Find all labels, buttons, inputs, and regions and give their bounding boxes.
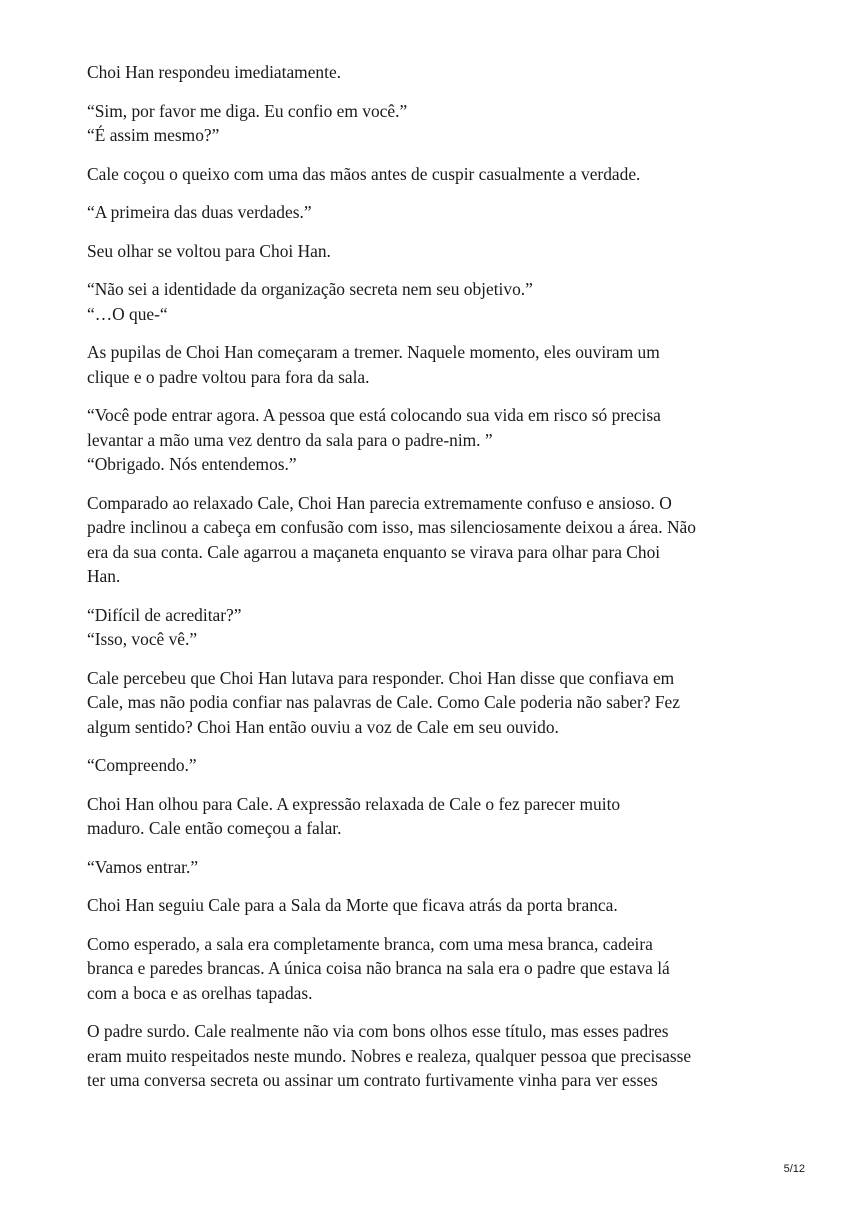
text-line: Choi Han seguiu Cale para a Sala da Morte que ficava atrás da porta branca. [87, 895, 618, 915]
text-line: com a boca e as orelhas tapadas. [87, 982, 313, 1003]
text-line: padre inclinou a cabeça em confusão com isso, mas silenciosamente deixou a área. Não [87, 517, 696, 537]
paragraph-10 [87, 603, 787, 652]
text-line: branca e paredes brancas. A única coisa não branca na sala era o padre que estava lá [87, 958, 670, 978]
paragraph-11 [87, 666, 787, 740]
text-line: “Sim, por favor me diga. Eu confio em você.” [87, 100, 408, 121]
paragraph-1 [87, 60, 787, 85]
text-line: era da sua conta. Cale agarrou a maçaneta enquanto se virava para olhar para Choi [87, 541, 661, 562]
paragraph-12 [87, 753, 787, 778]
text-line: “…O que-“ [87, 303, 168, 324]
text-line: algum sentido? Choi Han então ouviu a voz de Cale em seu ouvido. [87, 716, 559, 737]
text-line: maduro. Cale então começou a falar. [87, 818, 342, 838]
text-line: eram muito respeitados neste mundo. Nobres e realeza, qualquer pessoa que precisasse [87, 1045, 692, 1066]
text-line: O padre surdo. Cale realmente não via com bons olhos esse título, mas esses padres [87, 1021, 669, 1041]
text-line: Han. [87, 566, 121, 586]
text-line: Cale, mas não podia confiar nas palavras de Cale. Como Cale poderia não saber? Fez [87, 692, 680, 712]
paragraph-2 [87, 99, 787, 148]
paragraph-17 [87, 1019, 787, 1093]
text-line: “Vamos entrar.” [87, 856, 199, 877]
paragraph-14 [87, 855, 787, 880]
text-line: “É assim mesmo?” [87, 125, 220, 145]
text-line: Cale percebeu que Choi Han lutava para responder. Choi Han disse que confiava em [87, 667, 675, 688]
text-line: “A primeira das duas verdades.” [87, 202, 312, 222]
text-line: Choi Han olhou para Cale. A expressão relaxada de Cale o fez parecer muito [87, 793, 621, 814]
text-line: Cale coçou o queixo com uma das mãos antes de cuspir casualmente a verdade. [87, 163, 641, 184]
text-line: Choi Han respondeu imediatamente. [87, 62, 342, 82]
text-line: “Não sei a identidade da organização secreta nem seu objetivo.” [87, 279, 533, 299]
paragraph-8 [87, 403, 787, 477]
text-line: As pupilas de Choi Han começaram a tremer. Naquele momento, eles ouviram um [87, 342, 660, 362]
text-line: ter uma conversa secreta ou assinar um contrato furtivamente vinha para ver esses [87, 1070, 658, 1090]
paragraph-6 [87, 277, 787, 326]
text-line: Como esperado, a sala era completamente branca, com uma mesa branca, cadeira [87, 933, 653, 954]
paragraph-7 [87, 340, 787, 389]
text-line: “Obrigado. Nós entendemos.” [87, 454, 297, 474]
paragraph-5 [87, 239, 787, 264]
paragraph-3 [87, 162, 787, 187]
paragraph-16 [87, 932, 787, 1006]
document-body [87, 60, 787, 1107]
text-line: Seu olhar se voltou para Choi Han. [87, 240, 331, 261]
paragraph-13 [87, 792, 787, 841]
paragraph-15 [87, 893, 787, 918]
text-line: “Difícil de acreditar?” [87, 604, 242, 625]
text-line: clique e o padre voltou para fora da sala. [87, 366, 370, 387]
page-number: 5/12 [783, 1163, 805, 1175]
text-line: Comparado ao relaxado Cale, Choi Han parecia extremamente confuso e ansioso. O [87, 492, 672, 513]
paragraph-4 [87, 200, 787, 225]
text-line: “Compreendo.” [87, 755, 197, 775]
text-line: “Você pode entrar agora. A pessoa que está colocando sua vida em risco só precisa [87, 405, 661, 425]
text-line: “Isso, você vê.” [87, 629, 198, 649]
paragraph-9 [87, 491, 787, 589]
text-line: levantar a mão uma vez dentro da sala para o padre-nim. ” [87, 429, 493, 450]
